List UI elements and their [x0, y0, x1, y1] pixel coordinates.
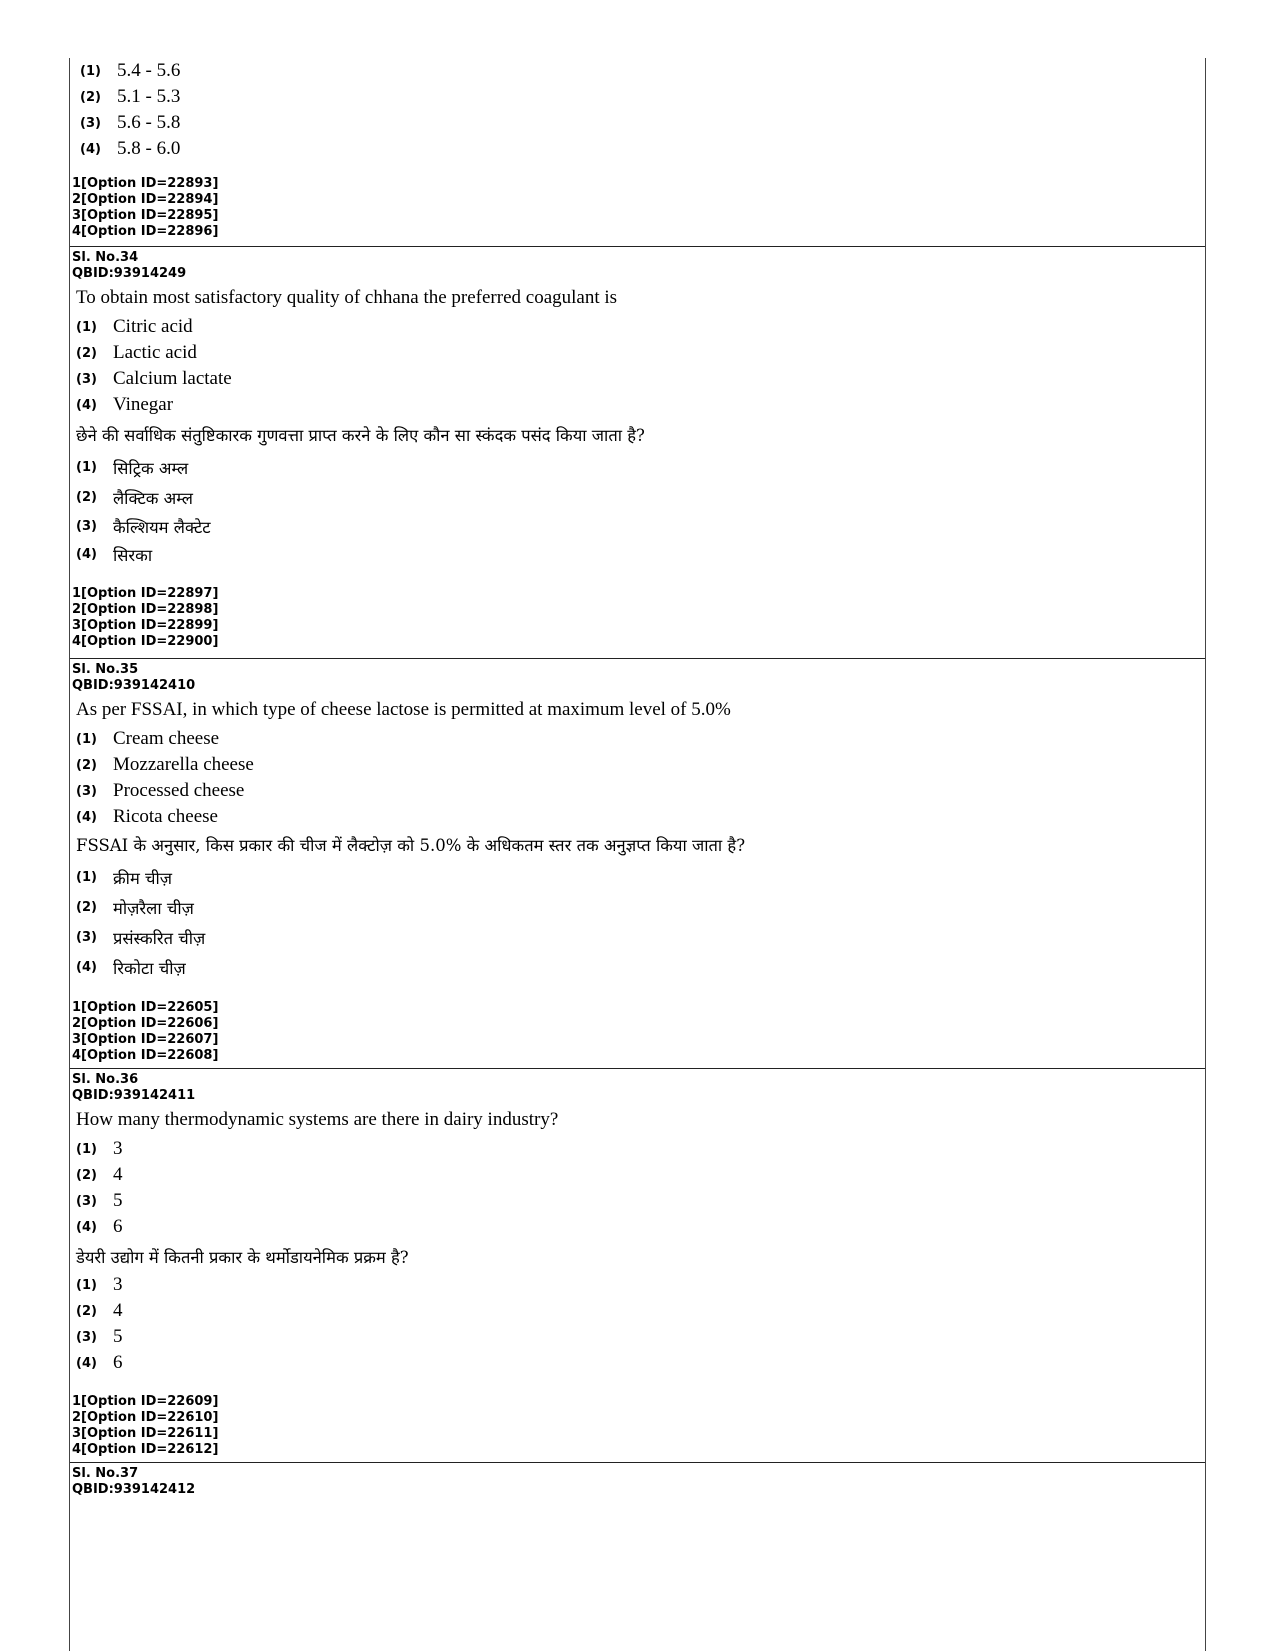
- q34-option-en-1: (1) Citric acid: [76, 316, 193, 337]
- q34-serial-number: Sl. No.34: [72, 250, 139, 265]
- q34-option-ids: 1[Option ID=22897] 2[Option ID=22898] 3[Option ID=22899] 4[Option ID=22900]: [72, 586, 219, 649]
- q36-option-hi-3: (3) 5: [76, 1326, 123, 1347]
- page-frame: [69, 58, 1206, 1651]
- q34-option-hi-1: (1) सिट्रिक अम्ल: [76, 458, 189, 478]
- q35-option-en-4: (4) Ricota cheese: [76, 806, 218, 827]
- q35-question-hi: FSSAI के अनुसार, किस प्रकार की चीज में लैक्टोज़ को 5.0% के अधिकतम स्तर तक अनुज्ञप्त किया जाता है?: [76, 836, 746, 855]
- q34-option-en-2: (2) Lactic acid: [76, 342, 197, 363]
- q34-question-hi: छेने की सर्वाधिक संतुष्टिकारक गुणवत्ता प्राप्त करने के लिए कौन सा स्कंदक पसंद किया जाता है?: [76, 426, 645, 445]
- q36-option-hi-2: (2) 4: [76, 1300, 123, 1321]
- q35-option-hi-3: (3) प्रसंस्करित चीज़: [76, 928, 206, 948]
- q35-serial-number: Sl. No.35: [72, 662, 139, 677]
- question-36-block: [70, 1072, 1205, 1458]
- q35-option-hi-4: (4) रिकोटा चीज़: [76, 958, 186, 978]
- q36-option-hi-1: (1) 3: [76, 1274, 123, 1295]
- q36-option-ids: 1[Option ID=22609] 2[Option ID=22610] 3[Option ID=22611] 4[Option ID=22612]: [72, 1394, 219, 1457]
- q36-option-en-1: (1) 3: [76, 1138, 123, 1159]
- q35-option-ids: 1[Option ID=22605] 2[Option ID=22606] 3[Option ID=22607] 4[Option ID=22608]: [72, 1000, 219, 1063]
- q33-option-4: (4) 5.8 - 6.0: [80, 138, 181, 159]
- question-34-block: [70, 250, 1205, 650]
- q36-qbid: QBID:939142411: [72, 1088, 196, 1103]
- q34-option-en-4: (4) Vinegar: [76, 394, 174, 415]
- question-33-block: [70, 58, 1205, 240]
- q34-option-en-3: (3) Calcium lactate: [76, 368, 232, 389]
- question-37-block: [70, 1466, 1205, 1498]
- q36-question-en: How many thermodynamic systems are there in dairy industry?: [76, 1109, 559, 1130]
- q34-qbid: QBID:93914249: [72, 266, 187, 281]
- q35-qbid: QBID:939142410: [72, 678, 196, 693]
- question-separator: [70, 1462, 1205, 1463]
- q33-option-ids: 1[Option ID=22893] 2[Option ID=22894] 3[Option ID=22895] 4[Option ID=22896]: [72, 176, 219, 239]
- q35-question-en: As per FSSAI, in which type of cheese lactose is permitted at maximum level of 5.0%: [76, 699, 731, 720]
- q34-option-hi-4: (4) सिरका: [76, 545, 153, 565]
- q35-option-hi-1: (1) क्रीम चीज़: [76, 868, 173, 888]
- q34-option-hi-2: (2) लैक्टिक अम्ल: [76, 488, 193, 508]
- q37-qbid: QBID:939142412: [72, 1482, 196, 1497]
- question-separator: [70, 658, 1205, 659]
- q35-option-en-3: (3) Processed cheese: [76, 780, 245, 801]
- question-separator: [70, 246, 1205, 247]
- q36-option-en-4: (4) 6: [76, 1216, 123, 1237]
- q35-option-en-1: (1) Cream cheese: [76, 728, 220, 749]
- q37-serial-number: Sl. No.37: [72, 1466, 139, 1481]
- question-35-block: [70, 662, 1205, 1064]
- q36-question-hi: डेयरी उद्योग में कितनी प्रकार के थर्मोडायनेमिक प्रक्रम है?: [76, 1248, 409, 1267]
- q33-option-2: (2) 5.1 - 5.3: [80, 86, 181, 107]
- q35-option-hi-2: (2) मोज़रैला चीज़: [76, 898, 194, 918]
- q34-question-en: To obtain most satisfactory quality of chhana the preferred coagulant is: [76, 287, 618, 308]
- q36-serial-number: Sl. No.36: [72, 1072, 139, 1087]
- q33-option-3: (3) 5.6 - 5.8: [80, 112, 181, 133]
- q33-option-1: (1) 5.4 - 5.6: [80, 60, 181, 81]
- question-separator: [70, 1068, 1205, 1069]
- q36-option-en-2: (2) 4: [76, 1164, 123, 1185]
- q35-option-en-2: (2) Mozzarella cheese: [76, 754, 254, 775]
- q36-option-hi-4: (4) 6: [76, 1352, 123, 1373]
- q34-option-hi-3: (3) कैल्शियम लैक्टेट: [76, 517, 211, 537]
- q36-option-en-3: (3) 5: [76, 1190, 123, 1211]
